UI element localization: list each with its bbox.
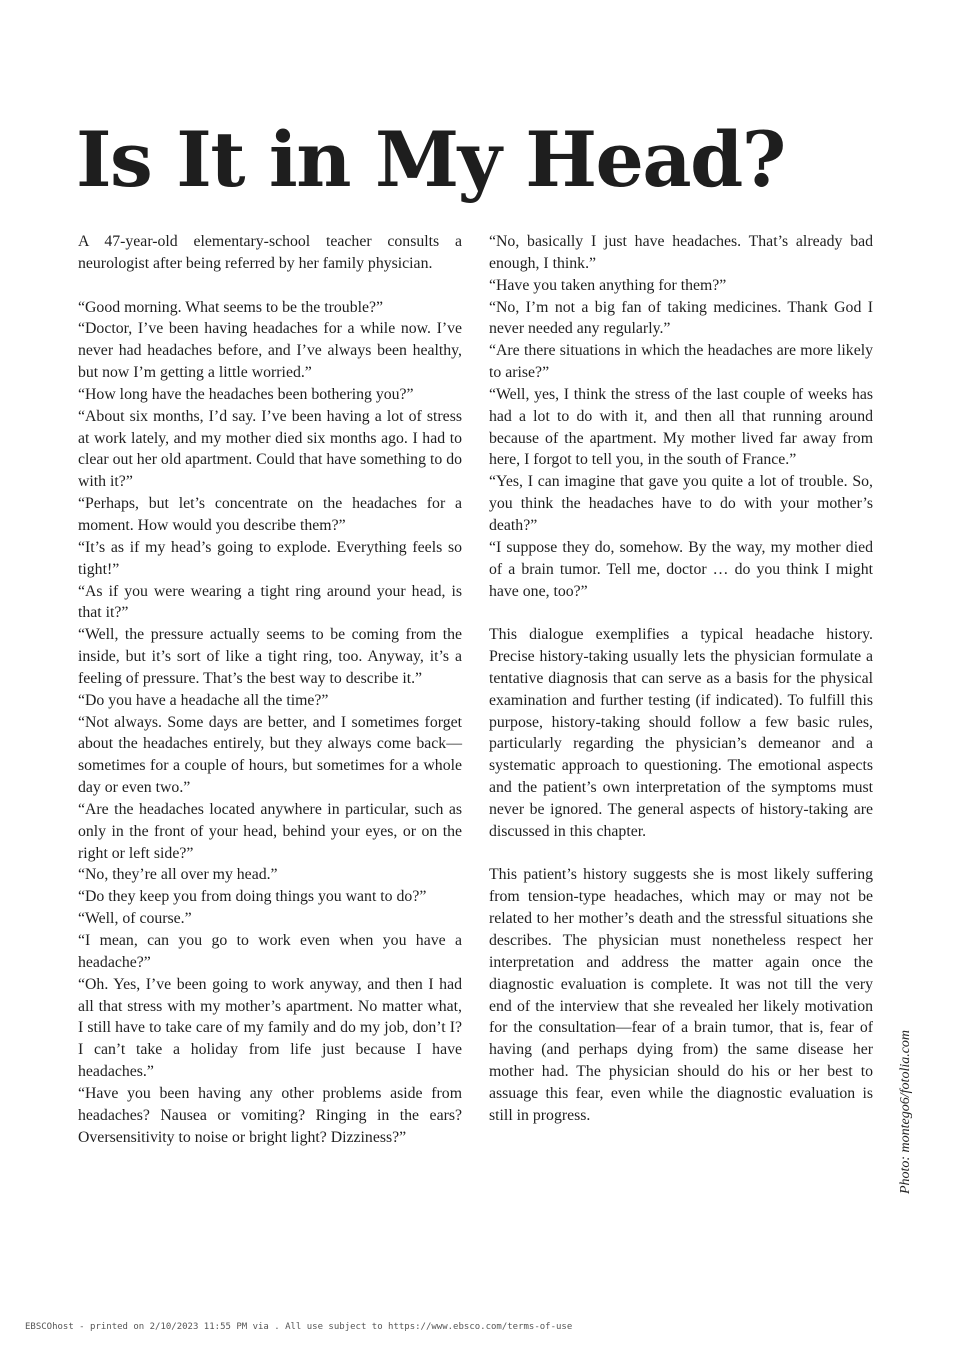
paragraph: “Well, of course.”: [78, 910, 192, 928]
paragraph: “Do you have a headache all the time?”: [78, 691, 329, 709]
paragraph: “Have you taken anything for them?”: [489, 276, 727, 294]
right-column: [489, 231, 873, 1127]
paragraph: “Do they keep you from doing things you want to do?”: [78, 888, 427, 906]
paragraph: “No, basically I just have headaches. That’s already bad enough, I think.”: [489, 233, 873, 272]
paragraph: “Doctor, I’ve been having headaches for a while now. I’ve never had headaches before, and I’ve always been healthy, but now I’m getting a little worried.”: [78, 320, 462, 382]
paragraph: This dialogue exemplifies a typical headache history. Precise history-taking usually lets the physician formulate a tentative diagnosis that can serve as a basis for the physical examination and further testing (if indicated). To fulfill this purpose, history-taking should follow a few basic rules, particularly regarding the physician’s demeanor and a systematic approach to questioning. The emotional aspects and the patient’s own interpretation of the symptoms must never be ignored. The general aspects of history-taking are discussed in this chapter.: [489, 626, 873, 840]
paragraph: This patient’s history suggests she is most likely suffering from tension-type headaches, which may or may not be related to her mother’s death and the stressful situations she describes. The physician must nonetheless respect her interpretation and address the matter again once the diagnostic evaluation is complete. It was not till the very end of the interview that she revealed her likely motivation for the consultation—fear of a brain tumor, that is, fear of having (and perhaps dying from) the same disease her mother had. The physician should do his or her best to assuage this fear, even while the diagnostic evaluation is still in progress.: [489, 866, 873, 1124]
paragraph: “Well, yes, I think the stress of the last couple of weeks has had a lot to do with it, and then all that running around because of the apartment. My mother lived far away from here, I forgot to tell you, in the south of France.”: [489, 385, 873, 469]
page-title: Is It in My Head?: [76, 115, 785, 204]
paragraph: “I mean, can you go to work even when you have a headache?”: [78, 932, 462, 971]
paragraph: “Good morning. What seems to be the trouble?”: [78, 298, 384, 316]
paragraph: “About six months, I’d say. I’ve been having a lot of stress at work lately, and my mother died six months ago. I had to clear out her old apartment. Could that have something to do with it?”: [78, 407, 462, 491]
paragraph: “Yes, I can imagine that gave you quite a lot of trouble. So, you think the headaches have to do with your mother’s death?”: [489, 473, 873, 534]
left-column: [78, 231, 462, 1148]
paragraph: “How long have the headaches been bothering you?”: [78, 385, 414, 403]
paragraph-spacer: [489, 602, 873, 624]
paragraph: “As if you were wearing a tight ring around your head, is that it?”: [78, 582, 462, 622]
footer-notice: EBSCOhost - printed on 2/10/2023 11:55 PM via . All use subject to https://www.ebsco.com/terms-of-use: [25, 1322, 573, 1332]
paragraph-spacer: [489, 843, 873, 865]
paragraph: “Are the headaches located anywhere in particular, such as only in the front of your head, behind your eyes, or on the right or left side?”: [78, 800, 462, 862]
paragraph: “It’s as if my head’s going to explode. Everything feels so tight!”: [78, 538, 462, 578]
paragraph: “Well, the pressure actually seems to be coming from the inside, but it’s sort of like a tight ring, too. Anyway, it’s a feeling of pressure. That’s the best way to describe it.”: [78, 626, 462, 687]
photo-credit: Photo: montego6/fotolia.com: [898, 1029, 913, 1195]
paragraph: A 47-year-old elementary-school teacher consults a neurologist after being referred by her family physician.: [78, 233, 462, 272]
paragraph: “I suppose they do, somehow. By the way, my mother died of a brain tumor. Tell me, doctor … do you think I might have one, too?”: [489, 538, 873, 600]
paragraph: “Have you been having any other problems aside from headaches? Nausea or vomiting? Ringing in the ears? Oversensitivity to noise or bright light? Dizziness?”: [78, 1084, 462, 1146]
paragraph: “Not always. Some days are better, and I sometimes forget about the headaches entirely, but they always come back—sometimes for a couple of hours, but sometimes for a whole day or even two.”: [78, 713, 462, 797]
paragraph: “No, they’re all over my head.”: [78, 866, 278, 884]
paragraph: “Oh. Yes, I’ve been going to work anyway, and then I had all that stress with my mother’s apartment. No matter what, I still have to take care of my family and do my job, don’t I? I can’t take a holiday from life just because I have headaches.”: [78, 975, 462, 1081]
paragraph: “Perhaps, but let’s concentrate on the headaches for a moment. How would you describe them?”: [78, 495, 462, 534]
paragraph: “Are there situations in which the headaches are more likely to arise?”: [489, 342, 873, 382]
paragraph: “No, I’m not a big fan of taking medicines. Thank God I never needed any regularly.”: [489, 298, 873, 338]
paragraph-spacer: [78, 275, 462, 297]
